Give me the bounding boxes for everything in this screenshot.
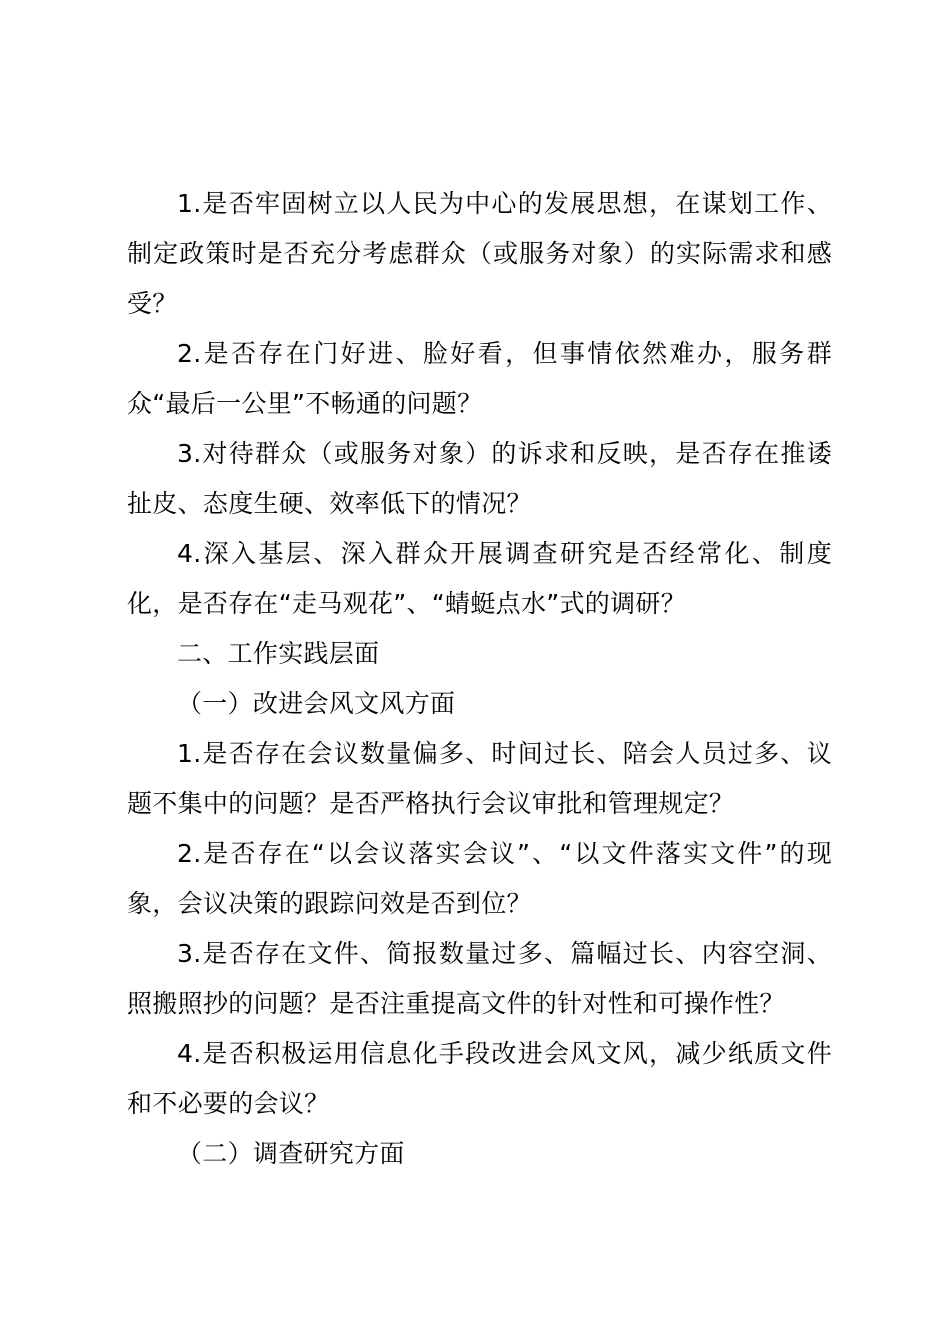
paragraph-item-3: 3.对待群众（或服务对象）的诉求和反映，是否存在推诿扯皮、态度生硬、效率低下的情况？ [127, 439, 832, 518]
paragraph-item-2: 2.是否存在门好进、脸好看，但事情依然难办，服务群众“最后一公里”不畅通的问题？ [127, 339, 832, 418]
subsection-heading-research: （二）调查研究方面 [177, 1139, 405, 1168]
paragraph-item-8: 4.是否积极运用信息化手段改进会风文风，减少纸质文件和不必要的会议？ [127, 1039, 832, 1118]
paragraph-item-6: 2.是否存在“以会议落实会议”、“以文件落实文件”的现象，会议决策的跟踪问效是否到位？ [127, 839, 832, 918]
subsection-heading-meetings-documents: （一）改进会风文风方面 [177, 689, 456, 718]
document-body [127, 179, 832, 1179]
paragraph-item-7: 3.是否存在文件、简报数量过多、篇幅过长、内容空洞、照搬照抄的问题？是否注重提高文件的针对性和可操作性？ [127, 939, 832, 1018]
paragraph-item-5: 1.是否存在会议数量偏多、时间过长、陪会人员过多、议题不集中的问题？是否严格执行会议审批和管理规定？ [127, 739, 832, 818]
paragraph-item-1: 1.是否牢固树立以人民为中心的发展思想，在谋划工作、制定政策时是否充分考虑群众（或服务对象）的实际需求和感受？ [127, 189, 832, 318]
section-heading-practice: 二、工作实践层面 [177, 639, 380, 668]
paragraph-item-4: 4.深入基层、深入群众开展调查研究是否经常化、制度化，是否存在“走马观花”、“蜻蜓点水”式的调研？ [127, 539, 832, 618]
